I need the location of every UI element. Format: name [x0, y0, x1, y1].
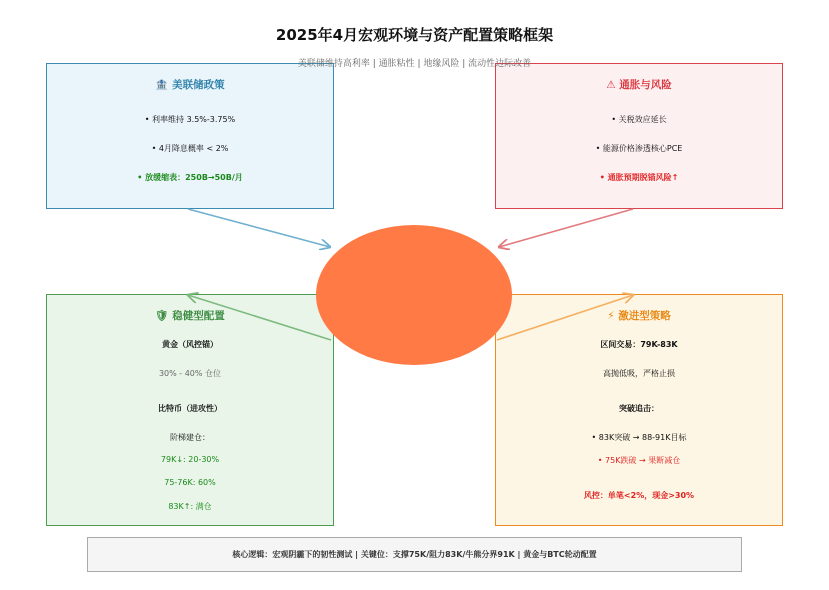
core-logic-footer: 核心逻辑：宏观阴霾下的韧性测试 | 关键位：支撑75K/阻力83K/牛熊分界91K | 黄金与BTC轮动配置 [87, 537, 742, 572]
arrow-fed-to-center [188, 209, 330, 247]
fed-item: • 利率维持 3.5%-3.75% [144, 115, 236, 124]
range-trade-note: 高抛低吸，严格止损 [603, 369, 675, 378]
aggressive-strategy-title: ⚡ 激进型策略 [607, 310, 671, 322]
ladder-label: 阶梯建仓： [170, 433, 210, 442]
page-title: 2025年4月宏观环境与资产配置策略框架 [275, 26, 554, 44]
fed-policy-title: 🏦 美联储政策 [155, 79, 225, 91]
arrow-inflation-to-center [499, 209, 633, 247]
btc-title: 比特币（进攻性） [158, 404, 222, 413]
inflation-item-highlight: • 通胀预期脱锚风险↑ [599, 173, 679, 182]
stable-allocation-title: 🛡 稳健型配置 [155, 310, 225, 322]
range-trade-title: 区间交易：79K-83K [600, 340, 678, 349]
gold-allocation: 30% - 40% 仓位 [158, 369, 222, 378]
inflation-item: • 能源价格渗透核心PCE [595, 144, 683, 153]
page-subtitle: 美联储维持高利率 | 通胀粘性 | 地缘风险 | 流动性边际改善 [297, 59, 532, 69]
breakout-up: • 83K突破 → 88-91K目标 [591, 433, 687, 442]
ladder-step: 79K↓: 20-30% [160, 455, 220, 464]
breakout-down: • 75K跌破 → 果断减仓 [597, 456, 681, 465]
fed-item: • 4月降息概率 < 2% [151, 144, 229, 153]
inflation-item: • 关税效应延长 [611, 115, 667, 124]
inflation-risk-title: ⚠ 通胀与风险 [606, 79, 672, 91]
ladder-step: 83K↑: 满仓 [168, 502, 212, 511]
fed-item-highlight: • 放缓缩表：250B→50B/月 [137, 173, 243, 182]
arrow-center-to-stable [188, 295, 331, 340]
gold-title: 黄金（风控锚） [162, 340, 218, 349]
center-core-ellipse [316, 225, 512, 365]
risk-control: 风控：单笔<2%，现金>30% [583, 491, 695, 500]
breakout-title: 突破追击： [619, 404, 659, 413]
arrow-center-to-aggressive [497, 295, 633, 340]
ladder-step: 75-76K: 60% [164, 478, 216, 487]
